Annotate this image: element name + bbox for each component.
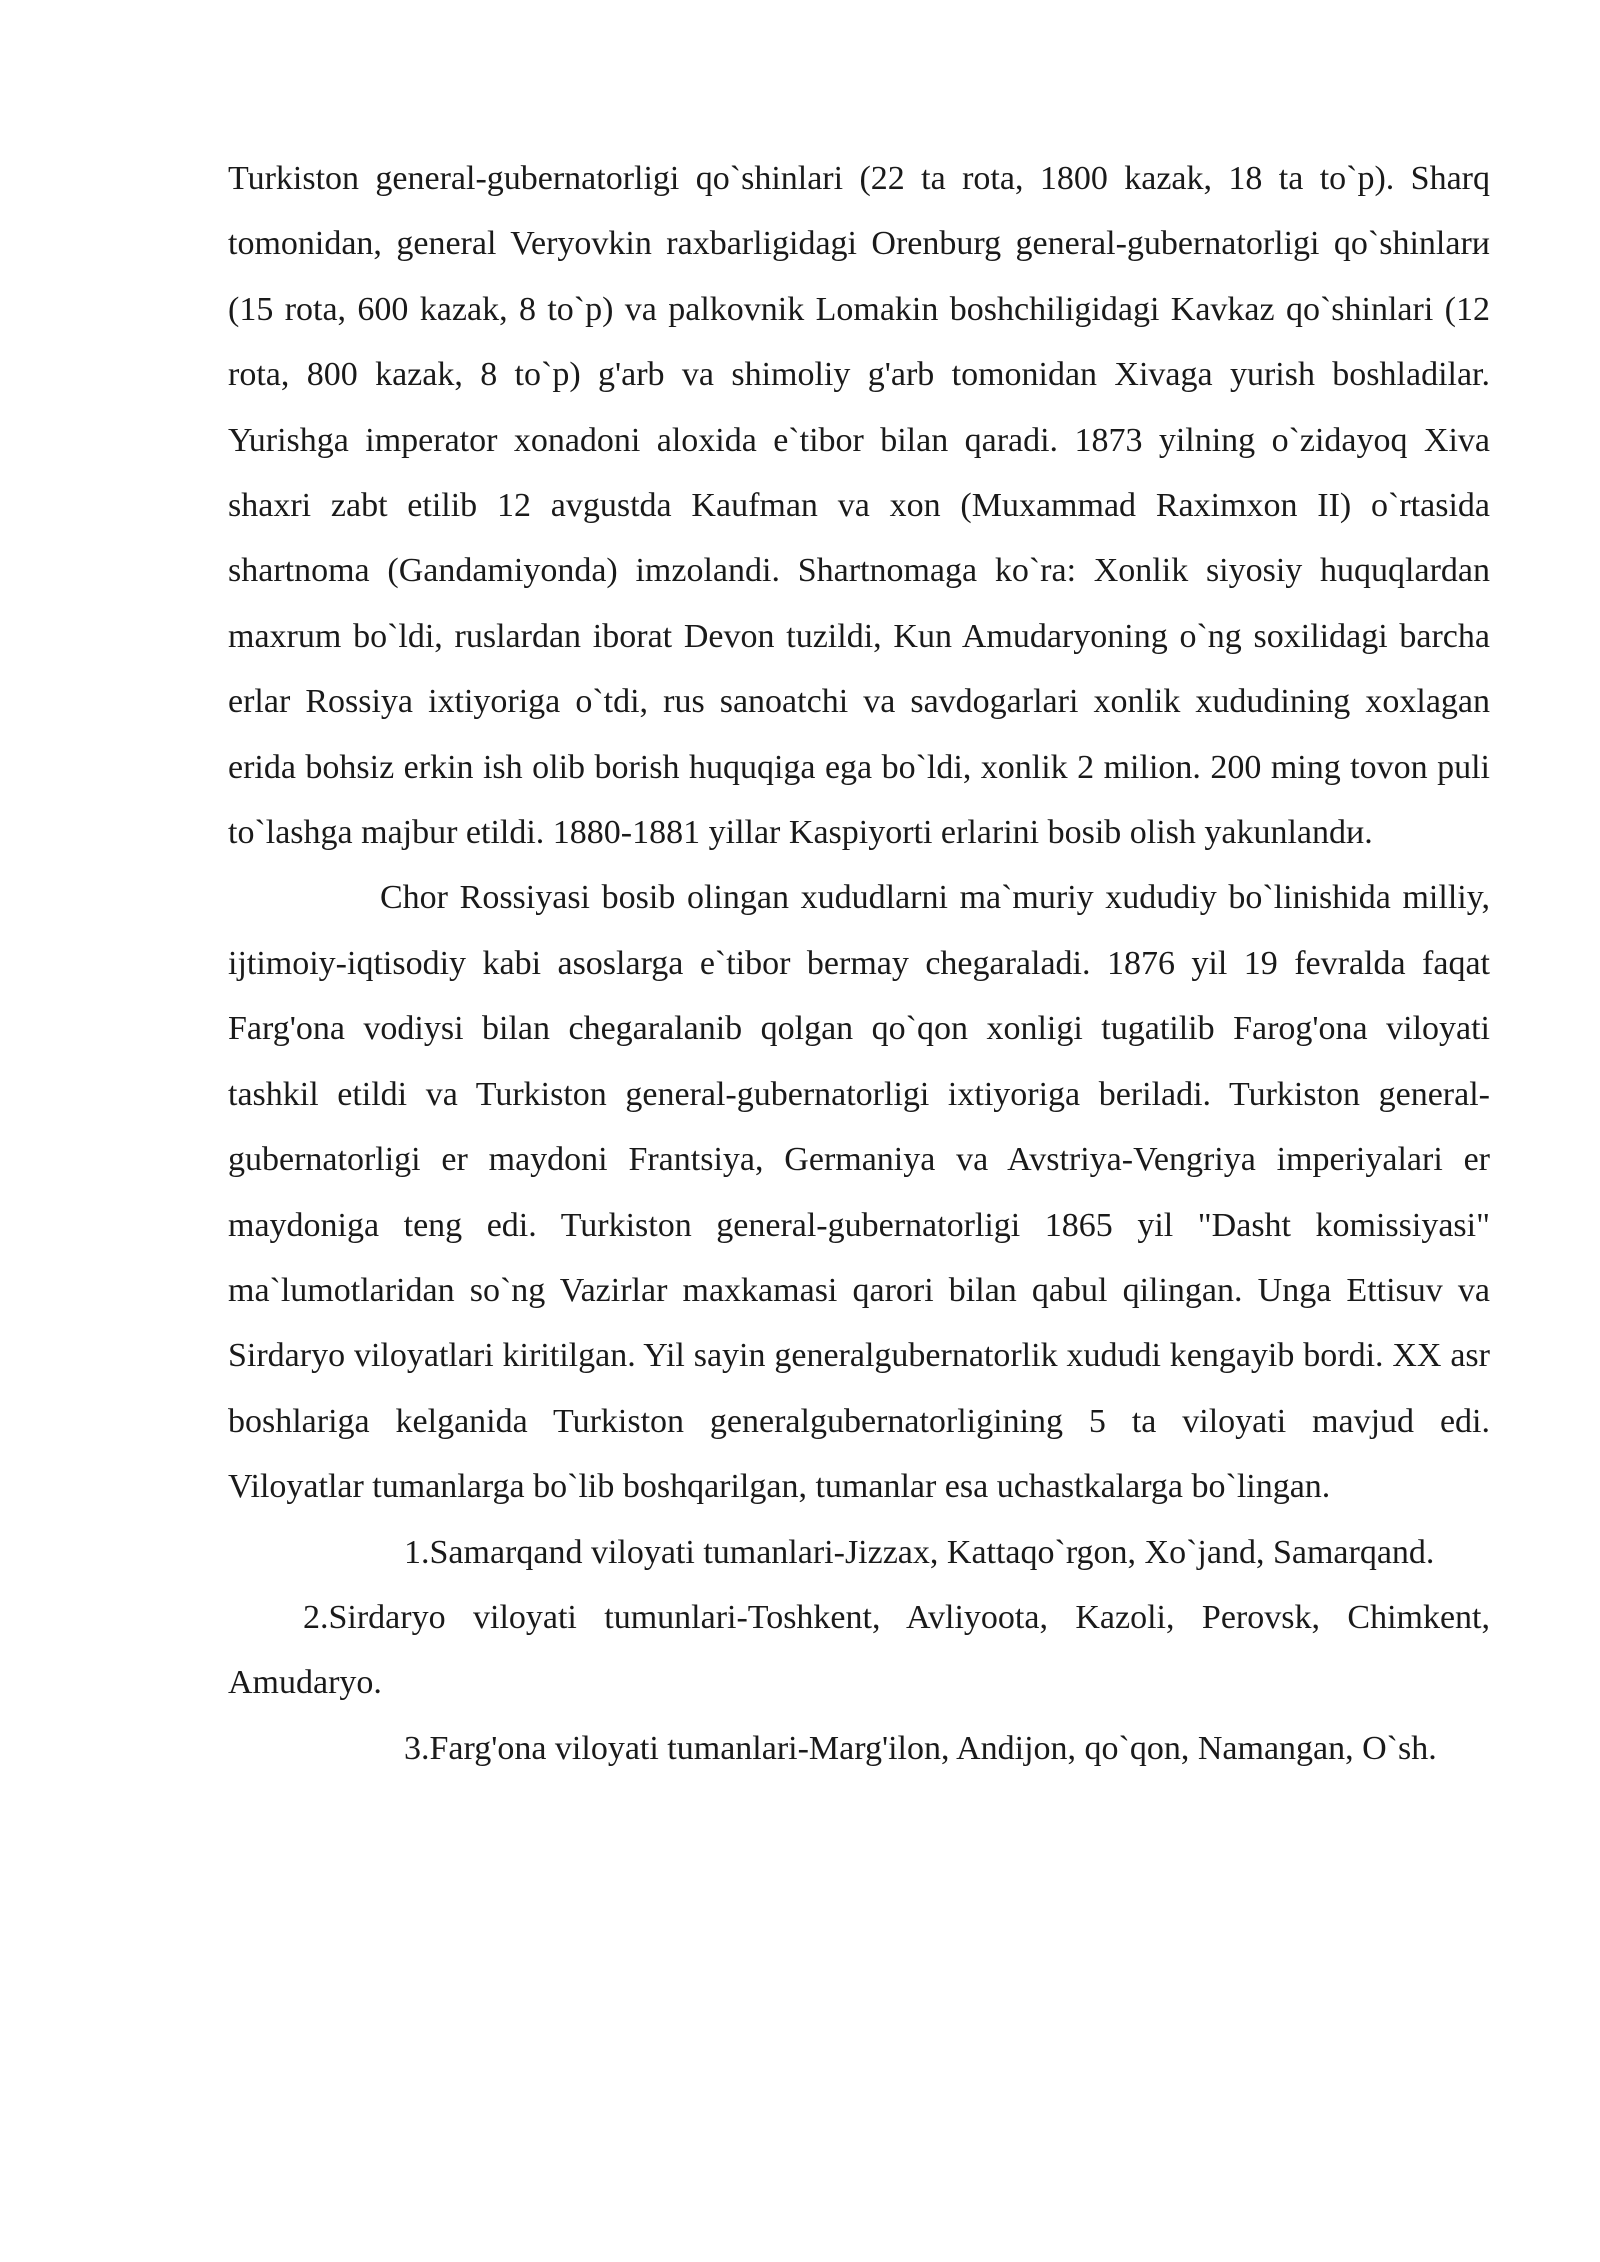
list-item-samarqand: 1.Samarqand viloyati tumanlari-Jizzax, Kattaqo`rgon, Xo`jand, Samarqand. (404, 1533, 1435, 1571)
list-item-sirdaryo: 2.Sirdaryo viloyati tumunlari-Toshkent, Avliyoota, Kazoli, Perovsk, Chimkent, Amudaryo. (228, 1598, 1490, 1702)
document-body (228, 146, 1490, 1781)
paragraph-administrative-division: Chor Rossiyasi bosib olingan xududlarni ma`muriy xududiy bo`linishida milliy, ijtimoiy-iqtisodiy kabi asoslarga e`tibor bermay chegaraladi. 1876 yil 19 fevralda faqat Farg'ona vodiysi bilan chegaralanib qolgan qo`qon xonligi tugatilib Farog'ona viloyati tashkil etildi va Turkiston general-gubernatorligi ixtiyoriga beriladi. Turkiston general-gubernatorligi er maydoni Frantsiya, Germaniya va Avstriya-Vengriya imperiyalari er maydoniga teng edi. Turkiston general-gubernatorligi 1865 yil "Dasht komissiyasi" ma`lumotlaridan so`ng Vazirlar maxkamasi qarori bilan qabul qilingan. Unga Ettisuv va Sirdaryo viloyatlari kiritilgan. Yil sayin generalgubernatorlik xududi kengayib bordi. XX asr boshlariga kelganida Turkiston generalgubernatorligining 5 ta viloyati mavjud edi. Viloyatlar tumanlarga bo`lib boshqarilgan, tumanlar esa uchastkalarga bo`lingan. (228, 879, 1490, 1506)
paragraph-xiva-campaign: Turkiston general-gubernatorligi qo`shinlari (22 ta rota, 1800 kazak, 18 ta to`p). Sharq tomonidan, general Veryovkin raxbarligidagi Orenburg general-gubernatorligi qo`shinlarи (15 rota, 600 kazak, 8 to`p) va palkovnik Lomakin boshchiligidagi Kavkaz qo`shinlari (12 rota, 800 kazak, 8 to`p) g'arb va shimoliy g'arb tomonidan Xivaga yurish boshladilar. Yurishga imperator xonadoni aloxida e`tibor bilan qaradi. 1873 yilning o`zidayoq Xiva shaxri zabt etilib 12 avgustda Kaufman va xon (Muxammad Raximxon II) o`rtasida shartnoma (Gandamiyonda) imzolandi. Shartnomaga ko`ra: Xonlik siyosiy huquqlardan maxrum bo`ldi, ruslardan iborat Devon tuzildi, Kun Amudaryoning o`ng soxilidagi barcha erlar Rossiya ixtiyoriga o`tdi, rus sanoatchi va savdogarlari xonlik xududining xoxlagan erida bohsiz erkin ish olib borish huquqiga ega bo`ldi, xonlik 2 milion. 200 ming tovon puli to`lashga majbur etildi. 1880-1881 yillar Kaspiyorti erlarini bosib olish yakunlandи. (228, 160, 1490, 852)
list-item-fargona: 3.Farg'ona viloyati tumanlari-Marg'ilon, Andijon, qo`qon, Namangan, O`sh. (404, 1729, 1437, 1767)
